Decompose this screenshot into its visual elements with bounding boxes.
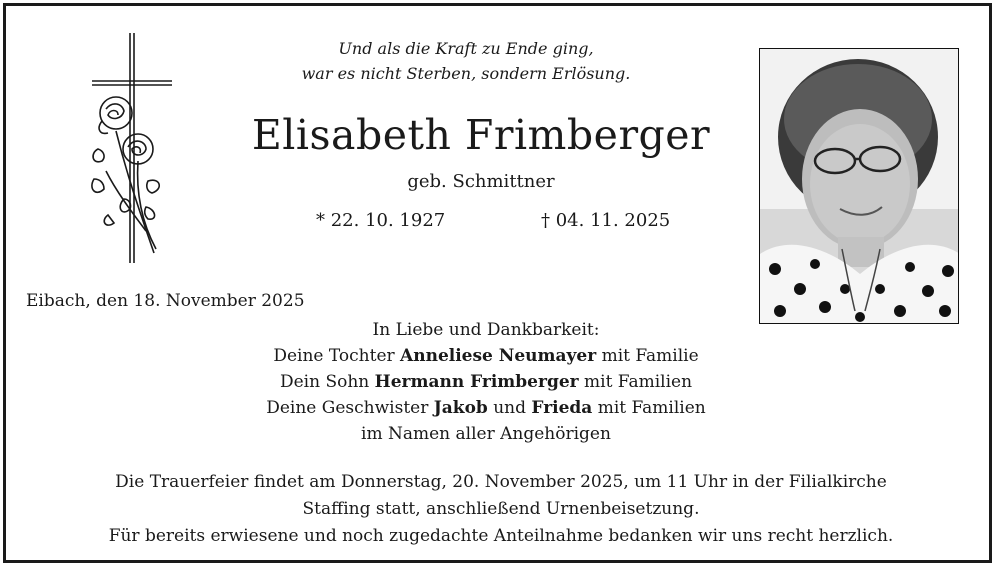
text: mit Familie (596, 346, 699, 366)
birth-date: * 22. 10. 1927 (316, 210, 446, 231)
portrait-photo (759, 48, 959, 324)
text: Dein Sohn (279, 372, 375, 392)
death-date: † 04. 11. 2025 (541, 210, 671, 231)
service-line-2: Staffing statt, anschließend Urnenbeisetzung. (302, 499, 700, 519)
mourner-line-2 (156, 369, 816, 395)
service-line-3: Für bereits erwiesene und noch zugedachte Anteilnahme bedanken wir uns recht herzlich. (108, 526, 894, 546)
place-date: Eibach, den 18. November 2025 (26, 291, 305, 311)
mourner-line-4: im Namen aller Angehörigen (361, 424, 611, 444)
mourner-line-1 (156, 343, 816, 369)
mourner-line-3 (156, 395, 816, 421)
portrait-image (760, 49, 959, 324)
mourner-name: Hermann Frimberger (374, 372, 579, 392)
deceased-name: Elisabeth Frimberger (251, 111, 711, 159)
mourner-name: Frieda (531, 398, 593, 418)
service-info (26, 469, 976, 550)
mourner-name: Anneliese Neumayer (400, 346, 597, 366)
obituary-notice (3, 3, 992, 563)
text: Deine Geschwister (266, 398, 434, 418)
text: mit Familien (592, 398, 706, 418)
quote (236, 36, 696, 86)
text: und (487, 398, 532, 418)
maiden-name: geb. Schmittner (407, 171, 555, 192)
quote-line-1: Und als die Kraft zu Ende ging, (338, 39, 594, 58)
text: Deine Tochter (273, 346, 401, 366)
mourner-name: Jakob (433, 398, 488, 418)
service-line-1: Die Trauerfeier findet am Donnerstag, 20. November 2025, um 11 Uhr in der Filialkirche (115, 472, 887, 492)
text: mit Familien (578, 372, 693, 392)
quote-line-2: war es nicht Sterben, sondern Erlösung. (301, 64, 631, 83)
cross-with-roses-icon (86, 31, 176, 263)
signoff-intro: In Liebe und Dankbarkeit: (372, 320, 600, 340)
mourners (156, 317, 816, 447)
